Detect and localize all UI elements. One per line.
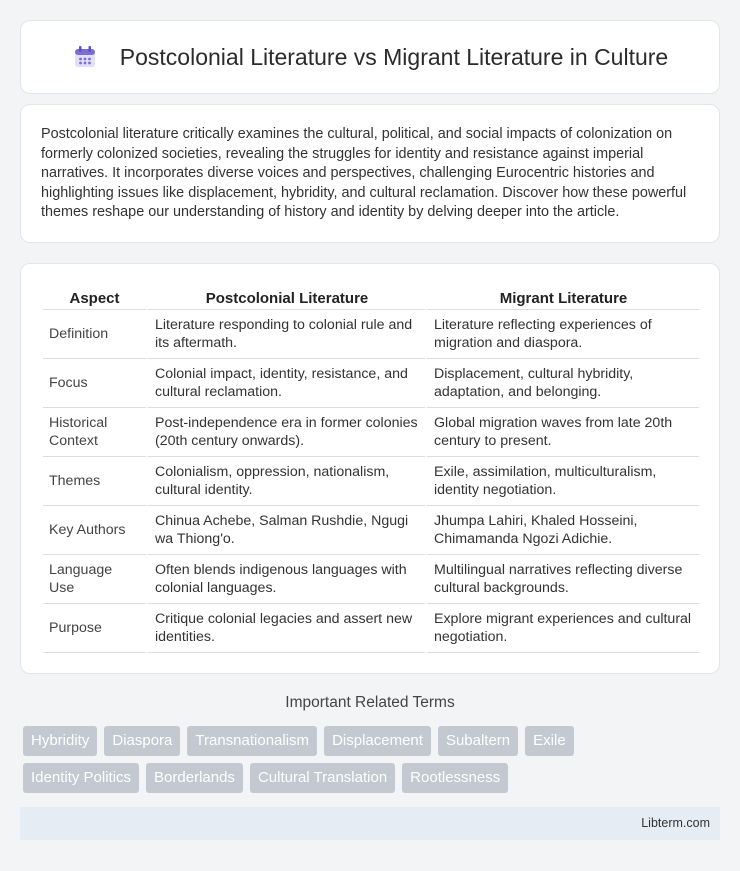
table-row (43, 555, 699, 604)
tag-row (23, 763, 723, 793)
tag-identity-politics[interactable]: Identity Politics (23, 763, 139, 793)
tag-subaltern[interactable]: Subaltern (438, 726, 518, 756)
row-aspect: Themes (43, 457, 146, 506)
row-migrant: Jhumpa Lahiri, Khaled Hosseini, Chimamanda Ngozi Adichie. (425, 506, 699, 555)
footer (20, 807, 720, 840)
row-migrant: Exile, assimilation, multiculturalism, identity negotiation. (425, 457, 699, 506)
related-terms (23, 726, 723, 800)
intro-card (20, 104, 720, 243)
row-migrant: Global migration waves from late 20th century to present. (425, 408, 699, 457)
title-card (20, 20, 720, 94)
tag-row (23, 726, 723, 756)
row-postcolonial: Chinua Achebe, Salman Rushdie, Ngugi wa Thiong'o. (146, 506, 425, 555)
table-header-row (43, 284, 699, 310)
row-postcolonial: Literature responding to colonial rule and its aftermath. (146, 310, 425, 359)
comparison-card (20, 263, 720, 674)
related-terms-heading: Important Related Terms (285, 694, 455, 711)
row-migrant: Literature reflecting experiences of migration and diaspora. (425, 310, 699, 359)
tag-diaspora[interactable]: Diaspora (104, 726, 180, 756)
table-row (43, 457, 699, 506)
row-postcolonial: Post-independence era in former colonies (20th century onwards). (146, 408, 425, 457)
header-postcolonial: Postcolonial Literature (146, 284, 425, 310)
tag-cultural-translation[interactable]: Cultural Translation (250, 763, 395, 793)
row-migrant: Multilingual narratives reflecting diverse cultural backgrounds. (425, 555, 699, 604)
row-aspect: Historical Context (43, 408, 146, 457)
row-postcolonial: Colonialism, oppression, nationalism, cultural identity. (146, 457, 425, 506)
header-migrant: Migrant Literature (425, 284, 699, 310)
tag-borderlands[interactable]: Borderlands (146, 763, 243, 793)
intro-paragraph: Postcolonial literature critically examines the cultural, political, and social impacts of colonization on formerly colonized societies, revealing the struggles for identity and resistance against imperial narratives. It incorporates diverse voices and perspectives, challenging Eurocentric histories and highlighting issues like displacement, hybridity, and cultural reclamation. Discover how these powerful themes reshape our understanding of history and identity by delving deeper into the article. (41, 126, 687, 220)
table-row (43, 310, 699, 359)
row-aspect: Focus (43, 359, 146, 408)
row-migrant: Explore migrant experiences and cultural negotiation. (425, 604, 699, 653)
table-row (43, 359, 699, 408)
tag-exile[interactable]: Exile (525, 726, 574, 756)
row-postcolonial: Critique colonial legacies and assert new identities. (146, 604, 425, 653)
row-aspect: Key Authors (43, 506, 146, 555)
row-aspect: Language Use (43, 555, 146, 604)
row-postcolonial: Colonial impact, identity, resistance, and cultural reclamation. (146, 359, 425, 408)
header-aspect: Aspect (43, 284, 146, 310)
tag-transnationalism[interactable]: Transnationalism (187, 726, 317, 756)
footer-link[interactable]: Libterm.com (641, 816, 710, 830)
calendar-icon (72, 44, 98, 70)
row-aspect: Purpose (43, 604, 146, 653)
tag-displacement[interactable]: Displacement (324, 726, 431, 756)
table-row (43, 408, 699, 457)
row-migrant: Displacement, cultural hybridity, adaptation, and belonging. (425, 359, 699, 408)
row-aspect: Definition (43, 310, 146, 359)
tag-rootlessness[interactable]: Rootlessness (402, 763, 508, 793)
tag-hybridity[interactable]: Hybridity (23, 726, 97, 756)
page-title: Postcolonial Literature vs Migrant Literature in Culture (119, 43, 669, 70)
row-postcolonial: Often blends indigenous languages with colonial languages. (146, 555, 425, 604)
table-row (43, 506, 699, 555)
table-row (43, 604, 699, 653)
comparison-table (43, 284, 699, 653)
